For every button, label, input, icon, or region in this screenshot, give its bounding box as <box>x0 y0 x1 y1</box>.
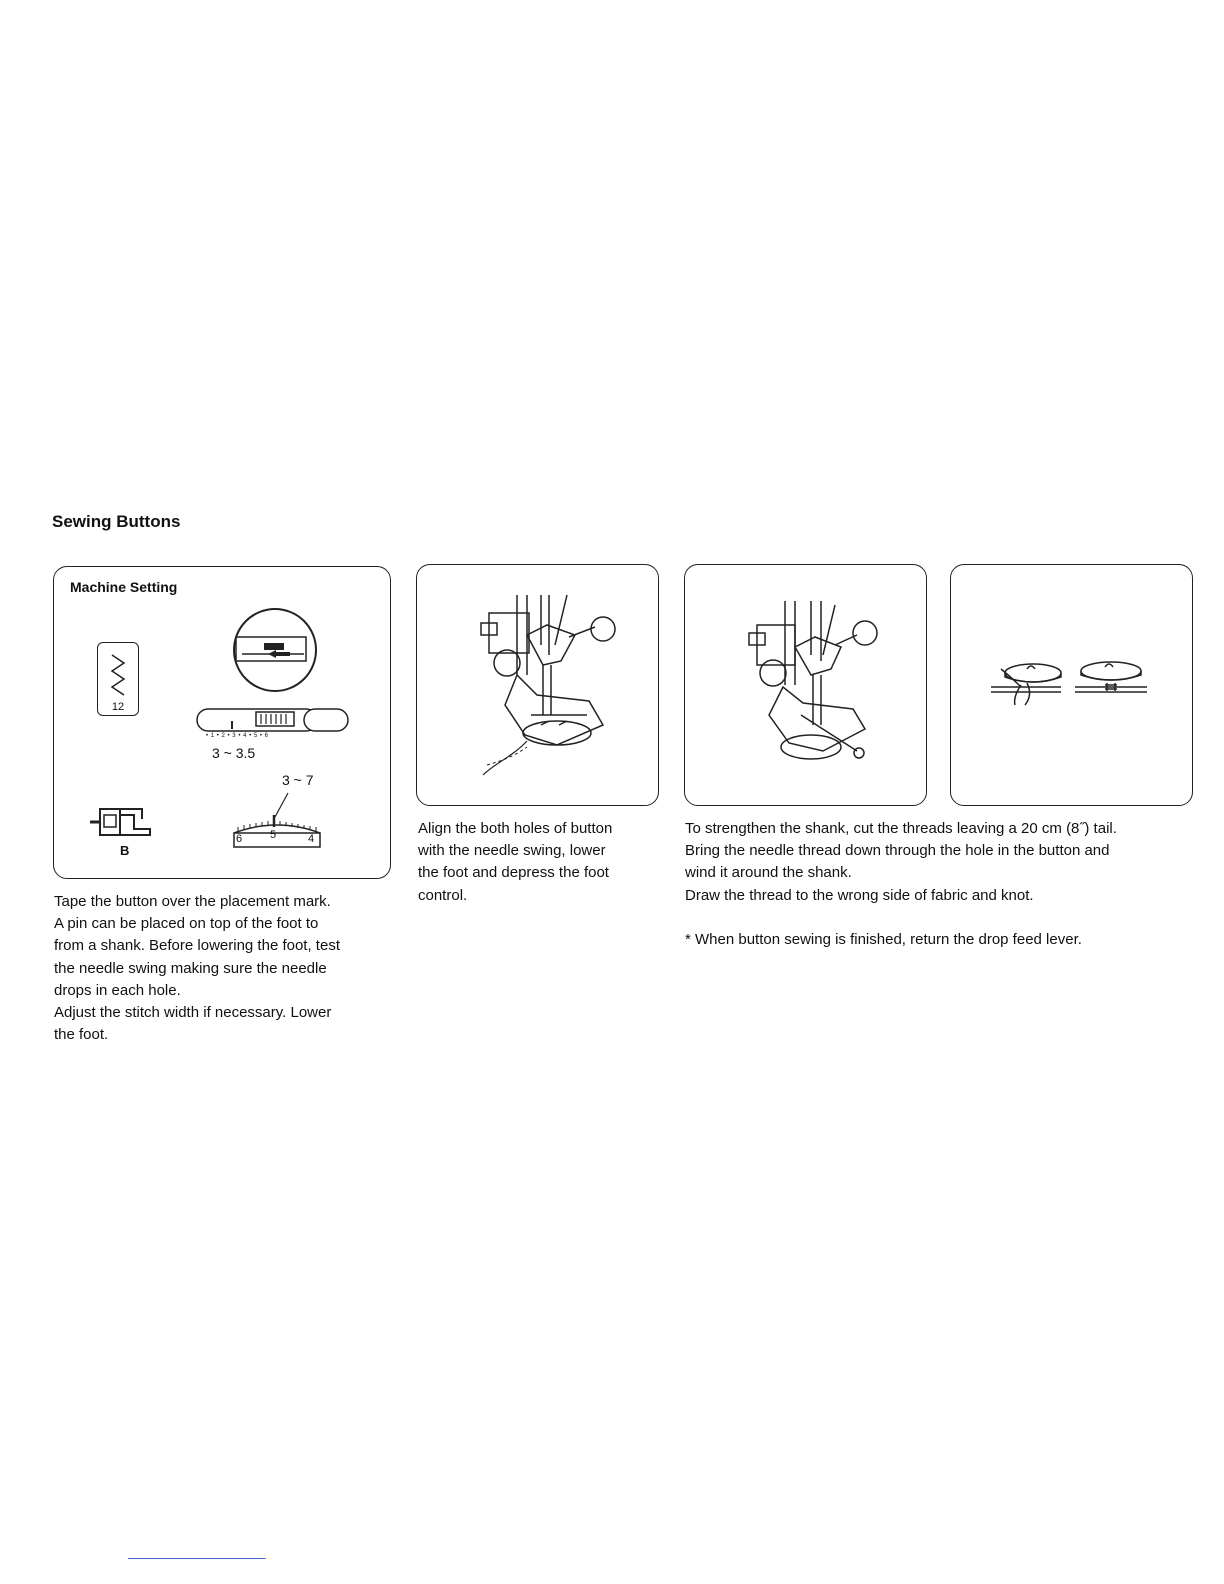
step1-line: A pin can be placed on top of the foot to <box>54 915 319 933</box>
step2-line: with the needle swing, lower <box>418 842 606 860</box>
shank-pin-illustration-panel <box>684 564 927 806</box>
stitch-width-value: 3 ~ 7 <box>282 772 314 788</box>
presser-foot-label: B <box>120 843 130 858</box>
dial-number-4: 4 <box>308 833 315 845</box>
pattern-selector-icon <box>97 642 139 716</box>
step1-line: from a shank. Before lowering the foot, test <box>54 937 340 955</box>
step3-line: Draw the thread to the wrong side of fabric and knot. <box>685 886 1034 904</box>
button-shank-illustration-panel <box>950 564 1193 806</box>
pattern-number: 12 <box>111 701 125 713</box>
drop-feed-lever-icon <box>232 607 318 693</box>
section-title: Sewing Buttons <box>52 512 181 531</box>
button-shank-illustration <box>951 565 1194 807</box>
machine-setting-label: Machine Setting <box>70 579 178 595</box>
footer-rule <box>128 1558 266 1559</box>
stitch-length-value: 3 ~ 3.5 <box>212 745 256 761</box>
dial-number-6: 6 <box>236 833 243 845</box>
step2-instructions <box>418 818 612 907</box>
machine-setting-panel <box>53 566 391 879</box>
presser-foot-needle-illustration <box>417 565 660 807</box>
step2-line: the foot and depress the foot <box>418 864 609 882</box>
dial-number-5: 5 <box>270 829 277 841</box>
step1-line: the needle swing making sure the needle <box>54 959 327 977</box>
step1-line: Adjust the stitch width if necessary. Lower <box>54 1004 332 1022</box>
step3-line: wind it around the shank. <box>685 864 852 882</box>
step2-line: control. <box>418 886 468 904</box>
step1-line: Tape the button over the placement mark. <box>54 893 331 910</box>
step3-instructions <box>685 818 1117 907</box>
step1-instructions <box>54 891 340 1046</box>
step1-line: the foot. <box>54 1026 109 1044</box>
needle-align-illustration-panel <box>416 564 659 806</box>
step2-line: Align the both holes of button <box>418 820 613 837</box>
step1-line: drops in each hole. <box>54 981 181 999</box>
stitch-length-scale: • 1 • 2 • 3 • 4 • 5 • 6 <box>206 733 269 739</box>
presser-foot-b-icon <box>90 805 154 839</box>
step3-line: Bring the needle thread down through the hole in the button and <box>685 842 1110 860</box>
presser-foot-pin-illustration <box>685 565 928 807</box>
stitch-length-slider-icon <box>196 707 350 733</box>
drop-feed-note: * When button sewing is finished, return the drop feed lever. <box>685 931 1082 948</box>
step3-line: To strengthen the shank, cut the threads leaving a 20 cm (8˝) tail. <box>685 820 1117 837</box>
